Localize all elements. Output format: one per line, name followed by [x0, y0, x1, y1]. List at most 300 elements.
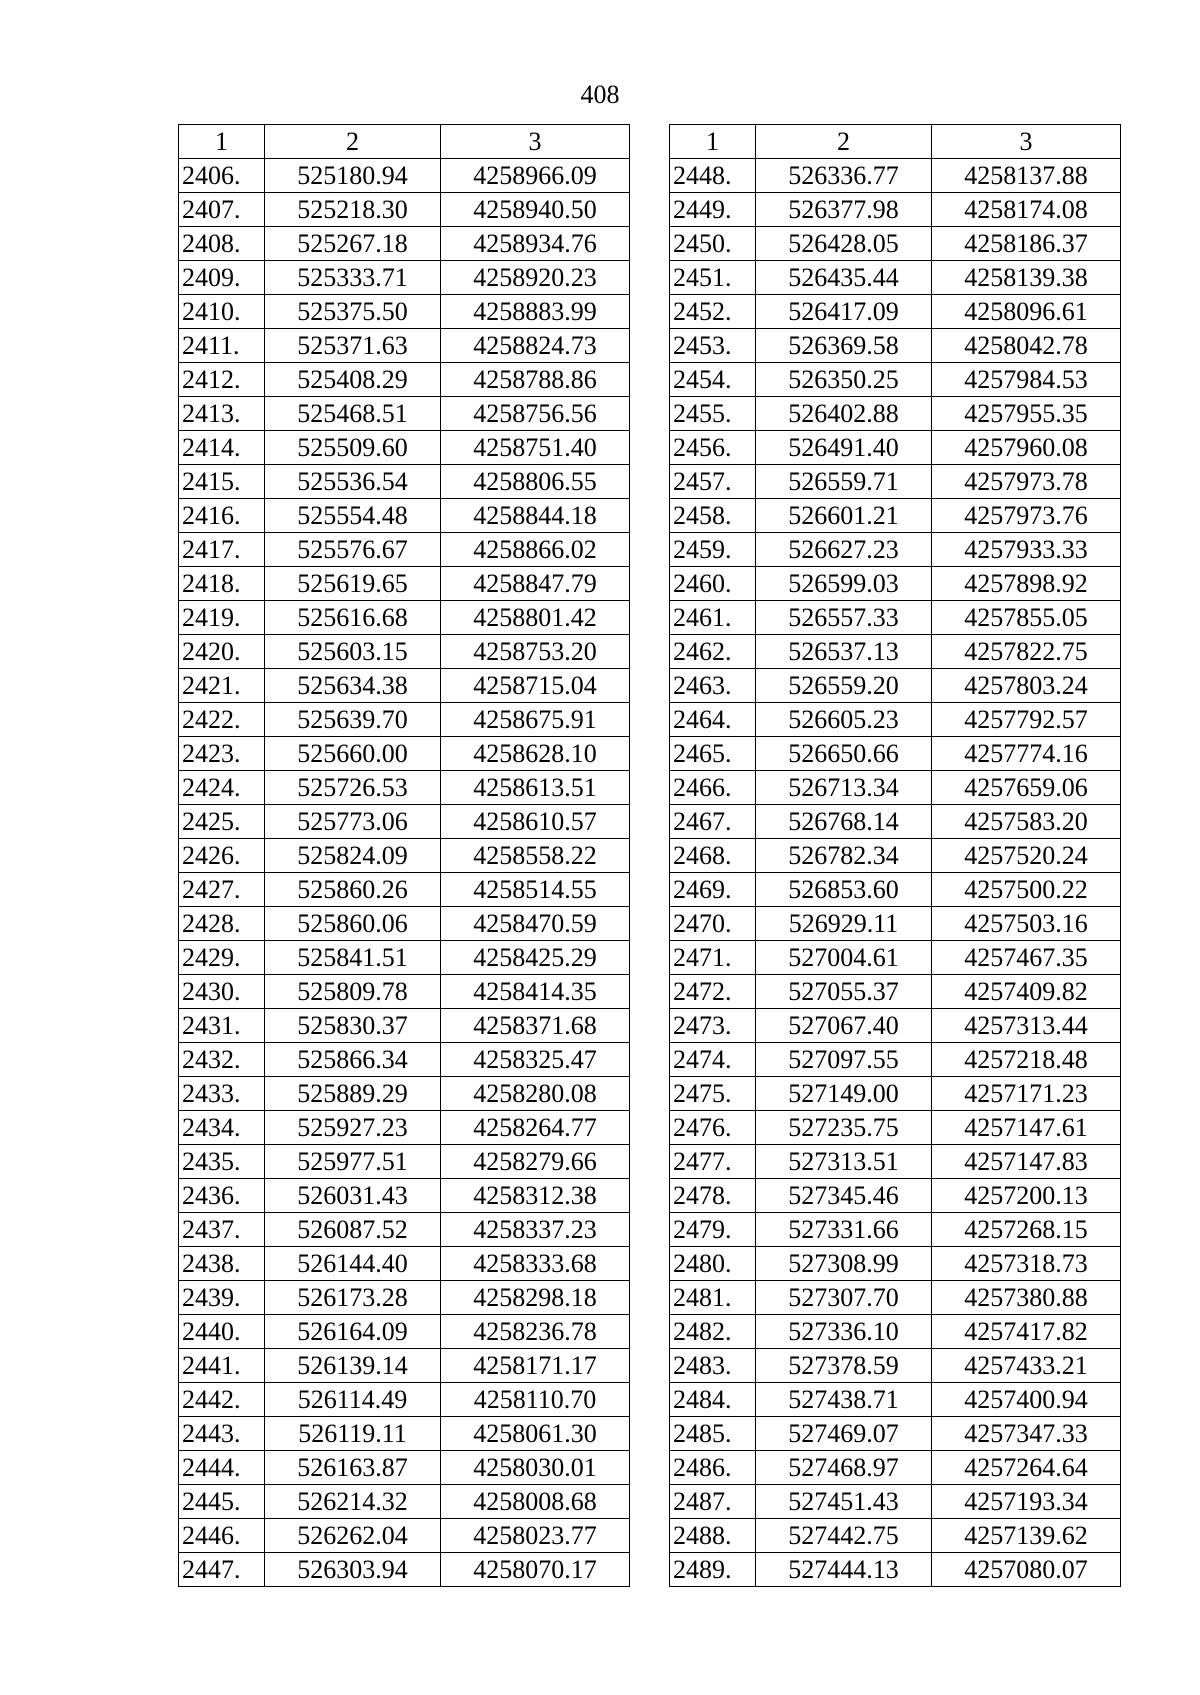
- y-coordinate-cell: 4257803.24: [932, 669, 1121, 703]
- point-number-cell: 2413.: [179, 397, 265, 431]
- x-coordinate-cell: 526768.14: [756, 805, 932, 839]
- x-coordinate-cell: 526336.77: [756, 159, 932, 193]
- y-coordinate-cell: 4258940.50: [441, 193, 630, 227]
- point-number-cell: 2488.: [670, 1519, 756, 1553]
- y-coordinate-cell: 4258333.68: [441, 1247, 630, 1281]
- x-coordinate-cell: 525977.51: [265, 1145, 441, 1179]
- y-coordinate-cell: 4258751.40: [441, 431, 630, 465]
- x-coordinate-cell: 526173.28: [265, 1281, 441, 1315]
- y-coordinate-cell: 4258042.78: [932, 329, 1121, 363]
- point-number-cell: 2443.: [179, 1417, 265, 1451]
- x-coordinate-cell: 526559.71: [756, 465, 932, 499]
- y-coordinate-cell: 4257218.48: [932, 1043, 1121, 1077]
- x-coordinate-cell: 527235.75: [756, 1111, 932, 1145]
- point-number-cell: 2476.: [670, 1111, 756, 1145]
- y-coordinate-cell: 4258966.09: [441, 159, 630, 193]
- point-number-cell: 2437.: [179, 1213, 265, 1247]
- table-row: [179, 499, 630, 533]
- table-row: [179, 1009, 630, 1043]
- point-number-cell: 2460.: [670, 567, 756, 601]
- y-coordinate-cell: 4257409.82: [932, 975, 1121, 1009]
- table-row: [670, 1383, 1121, 1417]
- table-row: [670, 533, 1121, 567]
- point-number-cell: 2489.: [670, 1553, 756, 1587]
- y-coordinate-cell: 4258425.29: [441, 941, 630, 975]
- point-number-cell: 2477.: [670, 1145, 756, 1179]
- x-coordinate-cell: 527308.99: [756, 1247, 932, 1281]
- y-coordinate-cell: 4257583.20: [932, 805, 1121, 839]
- x-coordinate-cell: 527468.97: [756, 1451, 932, 1485]
- y-coordinate-cell: 4257659.06: [932, 771, 1121, 805]
- x-coordinate-cell: 526114.49: [265, 1383, 441, 1417]
- point-number-cell: 2418.: [179, 567, 265, 601]
- point-number-cell: 2461.: [670, 601, 756, 635]
- x-coordinate-cell: 526214.32: [265, 1485, 441, 1519]
- point-number-cell: 2407.: [179, 193, 265, 227]
- x-coordinate-cell: 526599.03: [756, 567, 932, 601]
- x-coordinate-cell: 525180.94: [265, 159, 441, 193]
- table-row: [179, 533, 630, 567]
- x-coordinate-cell: 527444.13: [756, 1553, 932, 1587]
- table-row: [179, 261, 630, 295]
- x-coordinate-cell: 526417.09: [756, 295, 932, 329]
- point-number-cell: 2471.: [670, 941, 756, 975]
- x-coordinate-cell: 527004.61: [756, 941, 932, 975]
- y-coordinate-cell: 4258801.42: [441, 601, 630, 635]
- table-row: [179, 1213, 630, 1247]
- x-coordinate-cell: 526557.33: [756, 601, 932, 635]
- point-number-cell: 2416.: [179, 499, 265, 533]
- y-coordinate-cell: 4257520.24: [932, 839, 1121, 873]
- point-number-cell: 2423.: [179, 737, 265, 771]
- x-coordinate-cell: 526139.14: [265, 1349, 441, 1383]
- y-coordinate-cell: 4258371.68: [441, 1009, 630, 1043]
- point-number-cell: 2478.: [670, 1179, 756, 1213]
- x-coordinate-cell: 526650.66: [756, 737, 932, 771]
- table-row: [179, 159, 630, 193]
- x-coordinate-cell: 525860.26: [265, 873, 441, 907]
- y-coordinate-cell: 4258414.35: [441, 975, 630, 1009]
- y-coordinate-cell: 4257080.07: [932, 1553, 1121, 1587]
- table-row: [179, 873, 630, 907]
- table-row: [670, 873, 1121, 907]
- table-row: [179, 635, 630, 669]
- point-number-cell: 2481.: [670, 1281, 756, 1315]
- x-coordinate-cell: 525616.68: [265, 601, 441, 635]
- x-coordinate-cell: 525267.18: [265, 227, 441, 261]
- x-coordinate-cell: 526350.25: [756, 363, 932, 397]
- x-coordinate-cell: 525866.34: [265, 1043, 441, 1077]
- point-number-cell: 2486.: [670, 1451, 756, 1485]
- point-number-cell: 2466.: [670, 771, 756, 805]
- y-coordinate-cell: 4258264.77: [441, 1111, 630, 1145]
- y-coordinate-cell: 4258610.57: [441, 805, 630, 839]
- y-coordinate-cell: 4257147.61: [932, 1111, 1121, 1145]
- table-row: [670, 669, 1121, 703]
- x-coordinate-cell: 526164.09: [265, 1315, 441, 1349]
- table-row: [179, 567, 630, 601]
- column-header-1: 1: [670, 125, 756, 159]
- point-number-cell: 2425.: [179, 805, 265, 839]
- y-coordinate-cell: 4257380.88: [932, 1281, 1121, 1315]
- y-coordinate-cell: 4258470.59: [441, 907, 630, 941]
- point-number-cell: 2428.: [179, 907, 265, 941]
- table-row: [670, 227, 1121, 261]
- table-header: [670, 125, 1121, 159]
- table-row: [670, 1417, 1121, 1451]
- column-header-3: 3: [932, 125, 1121, 159]
- table-row: [670, 1553, 1121, 1587]
- column-header-1: 1: [179, 125, 265, 159]
- point-number-cell: 2444.: [179, 1451, 265, 1485]
- x-coordinate-cell: 525634.38: [265, 669, 441, 703]
- table-row: [670, 567, 1121, 601]
- y-coordinate-cell: 4257347.33: [932, 1417, 1121, 1451]
- point-number-cell: 2442.: [179, 1383, 265, 1417]
- y-coordinate-cell: 4258753.20: [441, 635, 630, 669]
- point-number-cell: 2441.: [179, 1349, 265, 1383]
- x-coordinate-cell: 526929.11: [756, 907, 932, 941]
- y-coordinate-cell: 4257264.64: [932, 1451, 1121, 1485]
- x-coordinate-cell: 525554.48: [265, 499, 441, 533]
- table-row: [670, 1281, 1121, 1315]
- point-number-cell: 2426.: [179, 839, 265, 873]
- table-row: [179, 363, 630, 397]
- table-row: [670, 499, 1121, 533]
- point-number-cell: 2417.: [179, 533, 265, 567]
- table-row: [670, 1077, 1121, 1111]
- y-coordinate-cell: 4257417.82: [932, 1315, 1121, 1349]
- table-row: [179, 601, 630, 635]
- point-number-cell: 2430.: [179, 975, 265, 1009]
- point-number-cell: 2483.: [670, 1349, 756, 1383]
- table-row: [179, 703, 630, 737]
- point-number-cell: 2431.: [179, 1009, 265, 1043]
- y-coordinate-cell: 4257898.92: [932, 567, 1121, 601]
- table-row: [670, 635, 1121, 669]
- coordinates-table-right: [669, 124, 1121, 1587]
- y-coordinate-cell: 4257318.73: [932, 1247, 1121, 1281]
- point-number-cell: 2415.: [179, 465, 265, 499]
- x-coordinate-cell: 527345.46: [756, 1179, 932, 1213]
- y-coordinate-cell: 4258298.18: [441, 1281, 630, 1315]
- table-row: [179, 1451, 630, 1485]
- point-number-cell: 2432.: [179, 1043, 265, 1077]
- table-row: [179, 431, 630, 465]
- x-coordinate-cell: 526559.20: [756, 669, 932, 703]
- x-coordinate-cell: 527055.37: [756, 975, 932, 1009]
- x-coordinate-cell: 526303.94: [265, 1553, 441, 1587]
- x-coordinate-cell: 525639.70: [265, 703, 441, 737]
- y-coordinate-cell: 4258934.76: [441, 227, 630, 261]
- y-coordinate-cell: 4258337.23: [441, 1213, 630, 1247]
- table-row: [670, 805, 1121, 839]
- y-coordinate-cell: 4257503.16: [932, 907, 1121, 941]
- point-number-cell: 2469.: [670, 873, 756, 907]
- y-coordinate-cell: 4258061.30: [441, 1417, 630, 1451]
- point-number-cell: 2451.: [670, 261, 756, 295]
- x-coordinate-cell: 525889.29: [265, 1077, 441, 1111]
- point-number-cell: 2445.: [179, 1485, 265, 1519]
- point-number-cell: 2480.: [670, 1247, 756, 1281]
- point-number-cell: 2408.: [179, 227, 265, 261]
- table-row: [179, 1349, 630, 1383]
- table-row: [179, 1043, 630, 1077]
- y-coordinate-cell: 4257822.75: [932, 635, 1121, 669]
- x-coordinate-cell: 526031.43: [265, 1179, 441, 1213]
- table-row: [670, 1179, 1121, 1213]
- coordinates-table-left: [178, 124, 630, 1587]
- point-number-cell: 2436.: [179, 1179, 265, 1213]
- x-coordinate-cell: 527313.51: [756, 1145, 932, 1179]
- x-coordinate-cell: 526369.58: [756, 329, 932, 363]
- table-row: [670, 1111, 1121, 1145]
- point-number-cell: 2435.: [179, 1145, 265, 1179]
- y-coordinate-cell: 4258806.55: [441, 465, 630, 499]
- x-coordinate-cell: 526377.98: [756, 193, 932, 227]
- y-coordinate-cell: 4258023.77: [441, 1519, 630, 1553]
- header-row: [670, 125, 1121, 159]
- column-header-2: 2: [265, 125, 441, 159]
- x-coordinate-cell: 527149.00: [756, 1077, 932, 1111]
- point-number-cell: 2421.: [179, 669, 265, 703]
- x-coordinate-cell: 526262.04: [265, 1519, 441, 1553]
- table-row: [179, 397, 630, 431]
- x-coordinate-cell: 527307.70: [756, 1281, 932, 1315]
- y-coordinate-cell: 4258174.08: [932, 193, 1121, 227]
- point-number-cell: 2446.: [179, 1519, 265, 1553]
- y-coordinate-cell: 4257433.21: [932, 1349, 1121, 1383]
- point-number-cell: 2406.: [179, 159, 265, 193]
- y-coordinate-cell: 4257792.57: [932, 703, 1121, 737]
- x-coordinate-cell: 526163.87: [265, 1451, 441, 1485]
- point-number-cell: 2482.: [670, 1315, 756, 1349]
- y-coordinate-cell: 4258279.66: [441, 1145, 630, 1179]
- point-number-cell: 2453.: [670, 329, 756, 363]
- table-row: [670, 703, 1121, 737]
- x-coordinate-cell: 527067.40: [756, 1009, 932, 1043]
- table-row: [179, 1383, 630, 1417]
- y-coordinate-cell: 4258824.73: [441, 329, 630, 363]
- table-row: [670, 1009, 1121, 1043]
- x-coordinate-cell: 526537.13: [756, 635, 932, 669]
- y-coordinate-cell: 4258844.18: [441, 499, 630, 533]
- table-row: [670, 839, 1121, 873]
- table-row: [179, 805, 630, 839]
- x-coordinate-cell: 526605.23: [756, 703, 932, 737]
- point-number-cell: 2470.: [670, 907, 756, 941]
- point-number-cell: 2463.: [670, 669, 756, 703]
- y-coordinate-cell: 4257973.78: [932, 465, 1121, 499]
- y-coordinate-cell: 4258613.51: [441, 771, 630, 805]
- y-coordinate-cell: 4257973.76: [932, 499, 1121, 533]
- x-coordinate-cell: 526119.11: [265, 1417, 441, 1451]
- table-row: [179, 1247, 630, 1281]
- x-coordinate-cell: 527331.66: [756, 1213, 932, 1247]
- table-row: [670, 1519, 1121, 1553]
- y-coordinate-cell: 4257933.33: [932, 533, 1121, 567]
- y-coordinate-cell: 4258847.79: [441, 567, 630, 601]
- x-coordinate-cell: 526782.34: [756, 839, 932, 873]
- y-coordinate-cell: 4258096.61: [932, 295, 1121, 329]
- y-coordinate-cell: 4258866.02: [441, 533, 630, 567]
- point-number-cell: 2452.: [670, 295, 756, 329]
- x-coordinate-cell: 526713.34: [756, 771, 932, 805]
- x-coordinate-cell: 525660.00: [265, 737, 441, 771]
- table-row: [670, 431, 1121, 465]
- y-coordinate-cell: 4258312.38: [441, 1179, 630, 1213]
- point-number-cell: 2449.: [670, 193, 756, 227]
- table-row: [179, 941, 630, 975]
- table-row: [670, 737, 1121, 771]
- point-number-cell: 2462.: [670, 635, 756, 669]
- y-coordinate-cell: 4258883.99: [441, 295, 630, 329]
- point-number-cell: 2464.: [670, 703, 756, 737]
- x-coordinate-cell: 526853.60: [756, 873, 932, 907]
- table-row: [179, 465, 630, 499]
- x-coordinate-cell: 525830.37: [265, 1009, 441, 1043]
- y-coordinate-cell: 4257960.08: [932, 431, 1121, 465]
- point-number-cell: 2424.: [179, 771, 265, 805]
- table-row: [670, 1451, 1121, 1485]
- x-coordinate-cell: 527469.07: [756, 1417, 932, 1451]
- y-coordinate-cell: 4258920.23: [441, 261, 630, 295]
- point-number-cell: 2459.: [670, 533, 756, 567]
- y-coordinate-cell: 4258171.17: [441, 1349, 630, 1383]
- point-number-cell: 2440.: [179, 1315, 265, 1349]
- header-row: [179, 125, 630, 159]
- point-number-cell: 2487.: [670, 1485, 756, 1519]
- x-coordinate-cell: 527438.71: [756, 1383, 932, 1417]
- table-row: [670, 1247, 1121, 1281]
- x-coordinate-cell: 527442.75: [756, 1519, 932, 1553]
- table-row: [179, 771, 630, 805]
- point-number-cell: 2467.: [670, 805, 756, 839]
- table-body: [670, 159, 1121, 1587]
- x-coordinate-cell: 525824.09: [265, 839, 441, 873]
- x-coordinate-cell: 526601.21: [756, 499, 932, 533]
- x-coordinate-cell: 526435.44: [756, 261, 932, 295]
- y-coordinate-cell: 4257313.44: [932, 1009, 1121, 1043]
- x-coordinate-cell: 525927.23: [265, 1111, 441, 1145]
- x-coordinate-cell: 525726.53: [265, 771, 441, 805]
- table-header: [179, 125, 630, 159]
- table-row: [179, 1553, 630, 1587]
- x-coordinate-cell: 526428.05: [756, 227, 932, 261]
- x-coordinate-cell: 525371.63: [265, 329, 441, 363]
- point-number-cell: 2448.: [670, 159, 756, 193]
- y-coordinate-cell: 4258715.04: [441, 669, 630, 703]
- column-header-3: 3: [441, 125, 630, 159]
- x-coordinate-cell: 525536.54: [265, 465, 441, 499]
- table-row: [670, 771, 1121, 805]
- point-number-cell: 2455.: [670, 397, 756, 431]
- y-coordinate-cell: 4257171.23: [932, 1077, 1121, 1111]
- table-row: [670, 1315, 1121, 1349]
- table-row: [670, 1145, 1121, 1179]
- table-row: [179, 669, 630, 703]
- table-row: [179, 1111, 630, 1145]
- table-row: [670, 329, 1121, 363]
- y-coordinate-cell: 4258137.88: [932, 159, 1121, 193]
- x-coordinate-cell: 526087.52: [265, 1213, 441, 1247]
- point-number-cell: 2484.: [670, 1383, 756, 1417]
- table-row: [670, 295, 1121, 329]
- y-coordinate-cell: 4257193.34: [932, 1485, 1121, 1519]
- point-number-cell: 2420.: [179, 635, 265, 669]
- point-number-cell: 2457.: [670, 465, 756, 499]
- y-coordinate-cell: 4257400.94: [932, 1383, 1121, 1417]
- table-row: [179, 839, 630, 873]
- table-row: [670, 1485, 1121, 1519]
- table-row: [179, 907, 630, 941]
- x-coordinate-cell: 526144.40: [265, 1247, 441, 1281]
- point-number-cell: 2458.: [670, 499, 756, 533]
- column-header-2: 2: [756, 125, 932, 159]
- x-coordinate-cell: 527097.55: [756, 1043, 932, 1077]
- y-coordinate-cell: 4258008.68: [441, 1485, 630, 1519]
- point-number-cell: 2450.: [670, 227, 756, 261]
- y-coordinate-cell: 4257139.62: [932, 1519, 1121, 1553]
- table-row: [179, 975, 630, 1009]
- point-number-cell: 2468.: [670, 839, 756, 873]
- x-coordinate-cell: 525408.29: [265, 363, 441, 397]
- page-number: 408: [580, 80, 620, 109]
- table-row: [670, 1213, 1121, 1247]
- y-coordinate-cell: 4257147.83: [932, 1145, 1121, 1179]
- y-coordinate-cell: 4258139.38: [932, 261, 1121, 295]
- point-number-cell: 2433.: [179, 1077, 265, 1111]
- point-number-cell: 2473.: [670, 1009, 756, 1043]
- x-coordinate-cell: 526402.88: [756, 397, 932, 431]
- x-coordinate-cell: 525218.30: [265, 193, 441, 227]
- table-row: [670, 907, 1121, 941]
- table-row: [670, 159, 1121, 193]
- y-coordinate-cell: 4258628.10: [441, 737, 630, 771]
- y-coordinate-cell: 4257855.05: [932, 601, 1121, 635]
- y-coordinate-cell: 4258325.47: [441, 1043, 630, 1077]
- table-row: [179, 1145, 630, 1179]
- x-coordinate-cell: 525576.67: [265, 533, 441, 567]
- y-coordinate-cell: 4258788.86: [441, 363, 630, 397]
- y-coordinate-cell: 4257200.13: [932, 1179, 1121, 1213]
- point-number-cell: 2479.: [670, 1213, 756, 1247]
- point-number-cell: 2454.: [670, 363, 756, 397]
- table-row: [179, 1281, 630, 1315]
- y-coordinate-cell: 4258280.08: [441, 1077, 630, 1111]
- point-number-cell: 2411.: [179, 329, 265, 363]
- point-number-cell: 2410.: [179, 295, 265, 329]
- x-coordinate-cell: 525860.06: [265, 907, 441, 941]
- table-row: [179, 1077, 630, 1111]
- x-coordinate-cell: 525619.65: [265, 567, 441, 601]
- x-coordinate-cell: 526491.40: [756, 431, 932, 465]
- point-number-cell: 2439.: [179, 1281, 265, 1315]
- table-row: [670, 363, 1121, 397]
- table-body: [179, 159, 630, 1587]
- y-coordinate-cell: 4257984.53: [932, 363, 1121, 397]
- table-row: [670, 1349, 1121, 1383]
- point-number-cell: 2447.: [179, 1553, 265, 1587]
- y-coordinate-cell: 4258030.01: [441, 1451, 630, 1485]
- x-coordinate-cell: 527336.10: [756, 1315, 932, 1349]
- table-row: [670, 465, 1121, 499]
- x-coordinate-cell: 526627.23: [756, 533, 932, 567]
- y-coordinate-cell: 4257774.16: [932, 737, 1121, 771]
- point-number-cell: 2419.: [179, 601, 265, 635]
- y-coordinate-cell: 4258110.70: [441, 1383, 630, 1417]
- x-coordinate-cell: 525468.51: [265, 397, 441, 431]
